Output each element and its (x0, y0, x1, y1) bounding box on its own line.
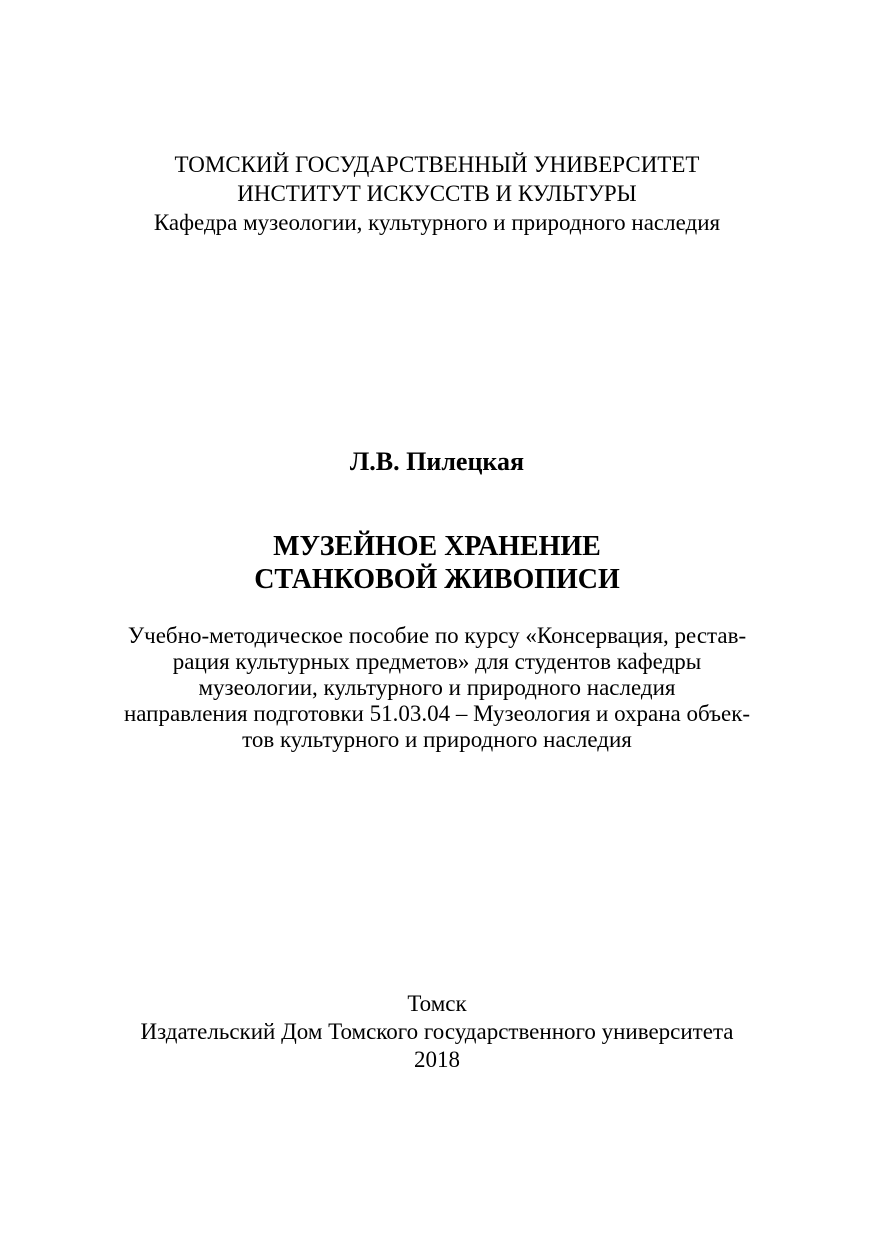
description-line-4: направления подготовки 51.03.04 – Музеология и охрана объек- (123, 701, 751, 726)
description-line-3: музеологии, культурного и природного наследия (198, 675, 676, 700)
department-name: Кафедра музеологии, культурного и природного наследия (153, 210, 721, 235)
imprint-publisher: Издательский Дом Томского государственного университета (140, 1019, 734, 1044)
author-name: Л.В. Пилецкая (349, 447, 525, 476)
imprint (0, 990, 874, 1074)
imprint-year: 2018 (414, 1047, 460, 1072)
description-line-2: рация культурных предметов» для студентов кафедры (172, 649, 702, 674)
description-line-5: тов культурного и природного наследия (242, 727, 632, 752)
book-description (0, 623, 874, 753)
institute-name: ИНСТИТУТ ИСКУССТВ И КУЛЬТУРЫ (237, 181, 637, 206)
book-title-line-1: МУЗЕЙНОЕ ХРАНЕНИЕ (273, 531, 601, 562)
university-name: ТОМСКИЙ ГОСУДАРСТВЕННЫЙ УНИВЕРСИТЕТ (174, 152, 700, 177)
book-title (0, 530, 874, 596)
institution-header (0, 150, 874, 237)
imprint-city: Томск (407, 991, 467, 1016)
book-title-line-2: СТАНКОВОЙ ЖИВОПИСИ (254, 564, 620, 595)
description-line-1: Учебно-методическое пособие по курсу «Консервация, рестав- (127, 623, 747, 648)
